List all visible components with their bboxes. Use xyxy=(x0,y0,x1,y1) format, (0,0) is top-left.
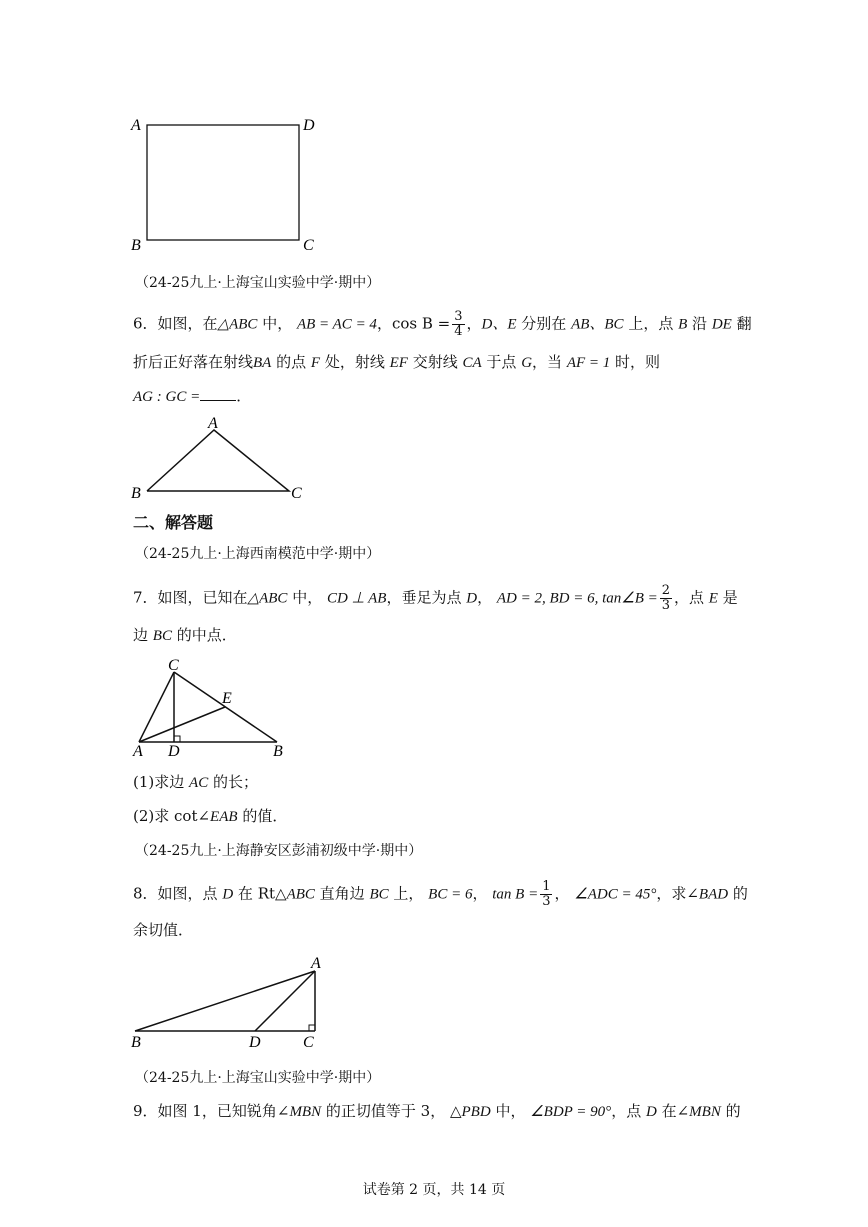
page-footer: 试卷第 2 页，共 14 页 xyxy=(362,1182,506,1198)
q6-source: （24-25九上·上海宝山实验中学·期中） xyxy=(135,275,381,291)
q7-line2: 边 BC 的中点． xyxy=(133,626,237,644)
q8-source: （24-25九上·上海静安区彭浦初级中学·期中） xyxy=(135,843,423,859)
label-a: A xyxy=(131,117,141,134)
q7-sub2: (2)求 cot∠EAB 的值． xyxy=(133,807,288,825)
label-c: C xyxy=(303,237,314,254)
label-d: D xyxy=(168,743,180,760)
q8-line1: 8．如图，点 D 在 Rt△ABC 直角边 BC 上， BC = 6， tan B = $\frac{1}{3}$ ， ∠ADC = 45°，求∠BAD 的 xyxy=(133,879,748,909)
label-a: A xyxy=(133,743,143,760)
label-c: C xyxy=(291,485,302,502)
label-b: B xyxy=(273,743,283,760)
answer-blank xyxy=(200,386,236,401)
q7-sub1: (1)求边 AC 的长； xyxy=(133,773,258,791)
label-c: C xyxy=(303,1034,314,1051)
rectangle-figure xyxy=(125,110,335,255)
q8-line2: 余切值． xyxy=(133,921,194,939)
q8-figure xyxy=(125,952,335,1052)
label-d: D xyxy=(249,1034,261,1051)
triangle-abc-figure xyxy=(125,412,315,504)
q6-line3: AG : GC = ． xyxy=(133,387,252,405)
q9-line1: 9．如图 1，已知锐角∠MBN 的正切值等于 3， △PBD 中， ∠BDP = 90°，点 D 在∠MBN 的 xyxy=(133,1102,741,1120)
label-b: B xyxy=(131,237,141,254)
label-b: B xyxy=(131,1034,141,1051)
q8-fraction: $\frac{1}{3}$ xyxy=(542,879,551,909)
label-a: A xyxy=(311,955,321,972)
label-e: E xyxy=(222,690,232,707)
q7-line1: 7．如图，已知在△ABC 中， CD ⊥ AB，垂足为点 D， AD = 2, BD = 6, tan∠B = $\frac{2}{3}$ ，点 E 是 xyxy=(133,583,738,613)
q6-line2: 折后正好落在射线BA 的点 F 处，射线 EF 交射线 CA 于点 G，当 AF = 1 时，则 xyxy=(133,353,661,371)
label-d: D xyxy=(303,117,315,134)
q6-line1: 6．如图，在△ABC 中， AB = AC = 4，cos B = $\frac{3}{4}$ ，D、E 分别在 AB、BC 上，点 B 沿 DE 翻 xyxy=(133,309,752,339)
q7-source: （24-25九上·上海西南模范中学·期中） xyxy=(135,546,381,562)
q7-fraction: $\frac{2}{3}$ xyxy=(661,583,671,613)
section-title: 二、解答题 xyxy=(133,513,214,532)
q6-fraction: $\frac{3}{4}$ xyxy=(454,309,463,339)
label-a: A xyxy=(208,415,218,432)
label-b: B xyxy=(131,485,141,502)
label-c: C xyxy=(168,657,179,674)
q9-source: （24-25九上·上海宝山实验中学·期中） xyxy=(135,1070,381,1086)
q7-figure xyxy=(125,655,295,761)
